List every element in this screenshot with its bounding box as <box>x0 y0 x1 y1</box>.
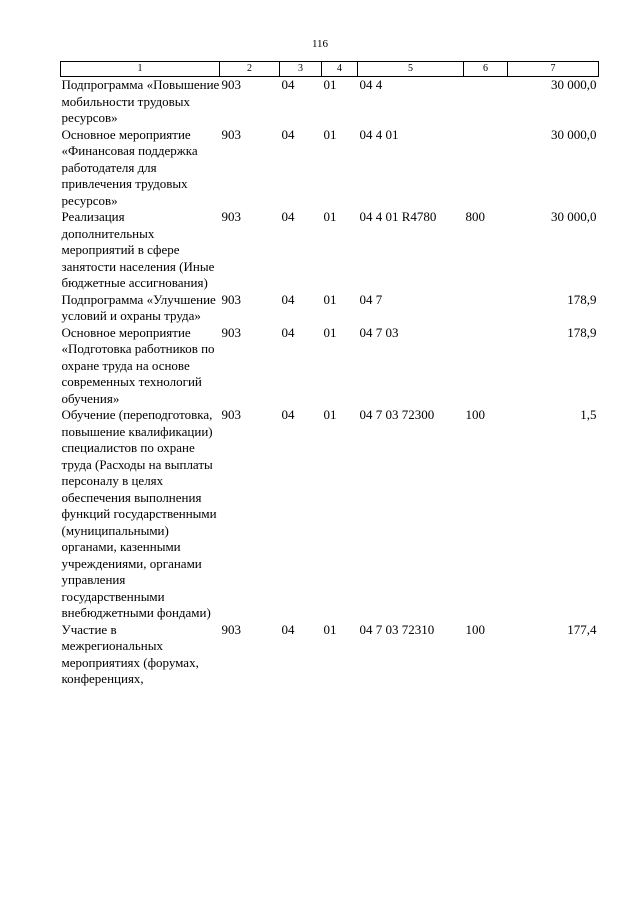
row-csr: 04 7 03 <box>359 324 399 340</box>
table-row <box>61 325 599 408</box>
row-rz: 04 <box>281 407 295 422</box>
table-row <box>61 209 599 292</box>
table-row <box>61 407 599 622</box>
header-col-5: 5 <box>358 62 464 77</box>
header-col-7: 7 <box>508 62 599 77</box>
header-col-4: 4 <box>322 62 358 77</box>
row-gr: 903 <box>221 407 241 422</box>
row-pr: 01 <box>323 126 337 142</box>
row-gr: 903 <box>221 324 241 340</box>
row-rz: 04 <box>281 126 295 142</box>
page-number: 116 <box>311 38 329 50</box>
table-header <box>61 62 599 77</box>
row-rz: 04 <box>281 324 295 340</box>
row-vr <box>464 325 508 408</box>
row-vr: 800 <box>465 209 485 224</box>
row-csr: 04 4 01 <box>359 126 399 142</box>
row-vr: 100 <box>465 621 485 637</box>
row-name: Основное мероприятие «Финансовая поддержка работодателя для привлечения трудовых ресурсов» <box>61 126 198 208</box>
table-row <box>61 127 599 210</box>
header-col-6: 6 <box>464 62 508 77</box>
table-row <box>61 77 599 127</box>
row-name: Обучение (переподготовка, повышение квалификации) специалистов по охране труда (Расходы на выплаты персоналу в целях обеспечения выполнения функций государственными (муниципальными) органами, казенными учреждениями, органами управления государственными внебюджетными фондами) <box>61 407 217 620</box>
table-row <box>61 292 599 325</box>
row-pr: 01 <box>323 407 337 422</box>
row-sum: 178,9 <box>567 291 597 307</box>
row-gr: 903 <box>221 209 241 224</box>
row-name: Подпрограмма «Улучшение условий и охраны труда» <box>61 291 216 323</box>
row-name: Участие в межрегиональных мероприятиях (форумах, конференциях, <box>61 621 199 686</box>
row-vr <box>464 127 508 210</box>
row-sum: 177,4 <box>567 621 597 637</box>
row-pr: 01 <box>323 209 337 224</box>
row-gr: 903 <box>221 126 241 142</box>
row-pr: 01 <box>323 324 337 340</box>
row-vr <box>464 292 508 325</box>
row-csr: 04 7 <box>359 291 383 307</box>
row-name: Основное мероприятие «Подготовка работников по охране труда на основе современных технологий обучения» <box>61 324 215 406</box>
row-sum: 30 000,0 <box>551 209 597 224</box>
row-rz: 04 <box>281 291 295 307</box>
row-csr: 04 7 03 72310 <box>359 621 435 637</box>
row-sum: 178,9 <box>567 324 597 340</box>
row-pr: 01 <box>323 621 337 637</box>
row-rz: 04 <box>281 77 295 92</box>
row-rz: 04 <box>281 621 295 637</box>
row-gr: 903 <box>221 621 241 637</box>
row-gr: 903 <box>221 77 241 92</box>
row-pr: 01 <box>323 77 337 92</box>
row-sum: 30 000,0 <box>551 77 597 92</box>
row-csr: 04 4 <box>359 77 383 92</box>
row-pr: 01 <box>323 291 337 307</box>
row-gr: 903 <box>221 291 241 307</box>
row-vr: 100 <box>465 407 485 422</box>
row-sum: 1,5 <box>580 407 597 422</box>
row-rz: 04 <box>281 209 295 224</box>
header-col-1: 1 <box>61 62 220 77</box>
row-name: Подпрограмма «Повышение мобильности трудовых ресурсов» <box>61 77 220 125</box>
row-csr: 04 7 03 72300 <box>359 407 435 422</box>
header-col-3: 3 <box>280 62 322 77</box>
table-row <box>61 622 599 688</box>
budget-table <box>60 61 599 688</box>
header-col-2: 2 <box>220 62 280 77</box>
row-csr: 04 4 01 R4780 <box>359 209 437 224</box>
row-sum: 30 000,0 <box>551 126 597 142</box>
row-name: Реализация дополнительных мероприятий в сфере занятости населения (Иные бюджетные ассигнования) <box>61 209 215 290</box>
row-vr <box>464 77 508 127</box>
